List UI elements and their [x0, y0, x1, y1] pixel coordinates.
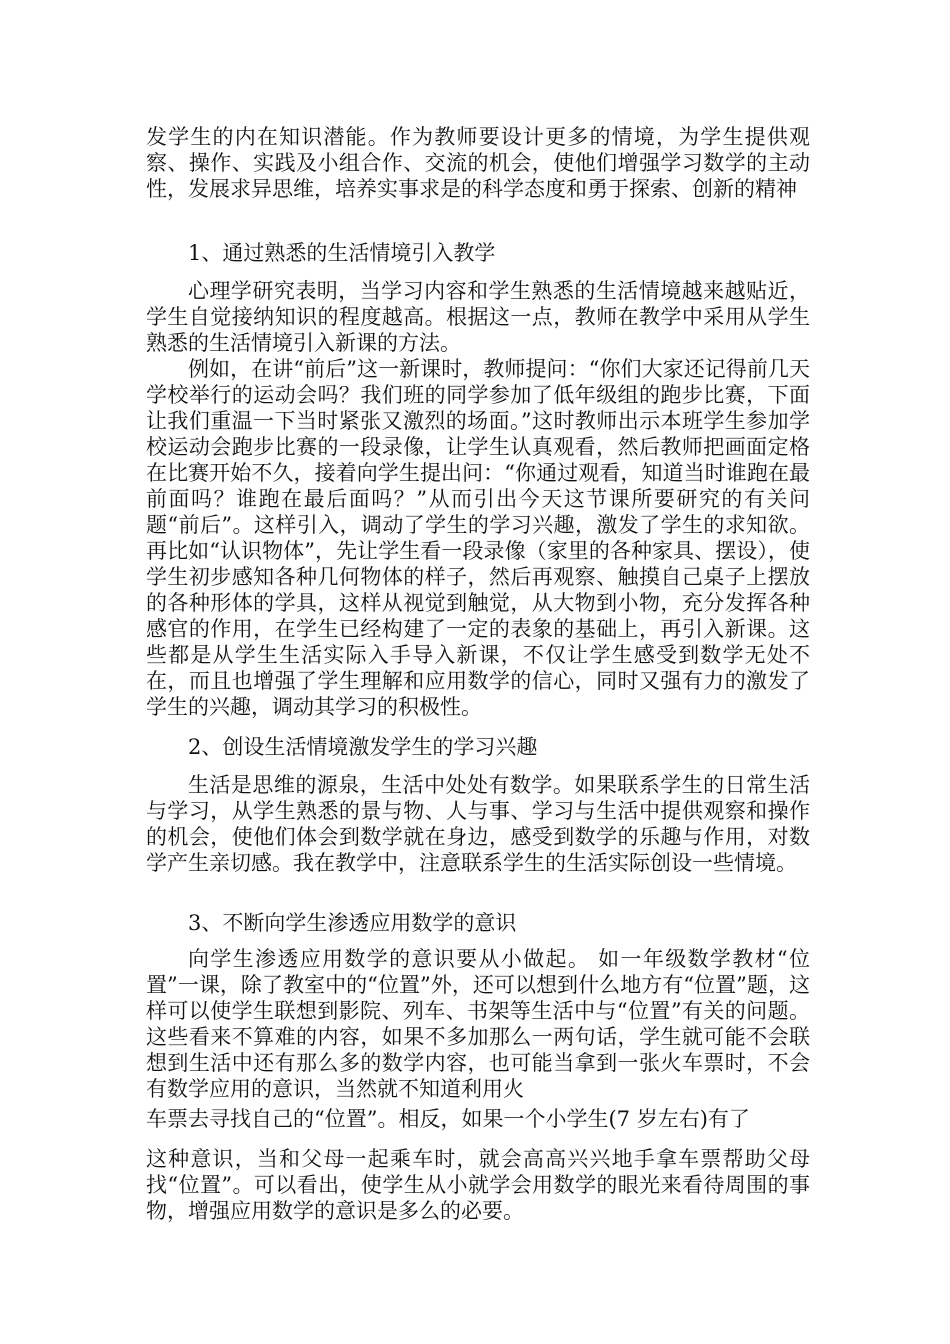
section-3-paragraph-part-1: 向学生渗透应用数学的意识要从小做起。 如一年级数学教材“位置”一课，除了教室中的“位置”外，还可以想到什么地方有“位置”题，这样可以使学生联想到影院、列车、书架等生活中与“位置”有关的问题。这些看来不算难的内容，如果不多加那么一两句话，学生就可能不会联想到生活中还有那么多的数学内容，也可能当拿到一张火车票时，不会有数学应用的意识，当然就不知道利用火	[146, 947, 810, 1101]
section-2-paragraph: 生活是思维的源泉，生活中处处有数学。如果联系学生的日常生活与学习，从学生熟悉的景与物、人与事、学习与生活中提供观察和操作的机会，使他们体会到数学就在身边，感受到数学的乐趣与作用，对数学产生亲切感。我在教学中，注意联系学生的生活实际创设一些情境。	[146, 773, 810, 875]
section-1-paragraph-1: 心理学研究表明，当学习内容和学生熟悉的生活情境越来越贴近，学生自觉接纳知识的程度越高。根据这一点，教师在教学中采用从学生熟悉的生活情境引入新课的方法。	[146, 279, 810, 355]
section-1-paragraph-2: 例如，在讲“前后”这一新课时，教师提问：“你们大家还记得前几天学校举行的运动会吗？我们班的同学参加了低年级组的跑步比赛，下面让我们重温一下当时紧张又激烈的场面。”这时教师出示本班学生参加学校运动会跑步比赛的一段录像，让学生认真观看，然后教师把画面定格在比赛开始不久，接着向学生提出问：“你通过观看，知道当时谁跑在最前面吗？谁跑在最后面吗？”从而引出今天这节课所要研究的有关问题“前后”。这样引入，调动了学生的学习兴趣，激发了学生的求知欲。再比如“认识物体”，先让学生看一段录像（家里的各种家具、摆设），使学生初步感知各种几何物体的样子，然后再观察、触摸自己桌子上摆放的各种形体的学具，这样从视觉到触觉，从大物到小物，充分发挥各种感官的作用，在学生已经构建了一定的表象的基础上，再引入新课。这些都是从学生生活实际入手导入新课，不仅让学生感受到数学无处不在，而且也增强了学生理解和应用数学的信心，同时又强有力的激发了学生的兴趣，调动其学习的积极性。	[146, 357, 810, 719]
section-2-heading: 2、创设生活情境激发学生的学习兴趣	[188, 735, 538, 759]
section-3-paragraph-part-2: 车票去寻找自己的“位置”。相反，如果一个小学生(7 岁左右)有了	[146, 1107, 750, 1131]
section-1-heading: 1、通过熟悉的生活情境引入教学	[188, 241, 496, 265]
intro-paragraph: 发学生的内在知识潜能。作为教师要设计更多的情境，为学生提供观察、操作、实践及小组合作、交流的机会，使他们增强学习数学的主动性，发展求异思维，培养实事求是的科学态度和勇于探索、创新的精神	[146, 125, 810, 201]
section-3-paragraph-part-3: 这种意识，当和父母一起乘车时，就会高高兴兴地手拿车票帮助父母找“位置”。可以看出，使学生从小就学会用数学的眼光来看待周围的事物，增强应用数学的意识是多么的必要。	[146, 1147, 810, 1223]
section-3-heading: 3、不断向学生渗透应用数学的意识	[188, 911, 517, 935]
